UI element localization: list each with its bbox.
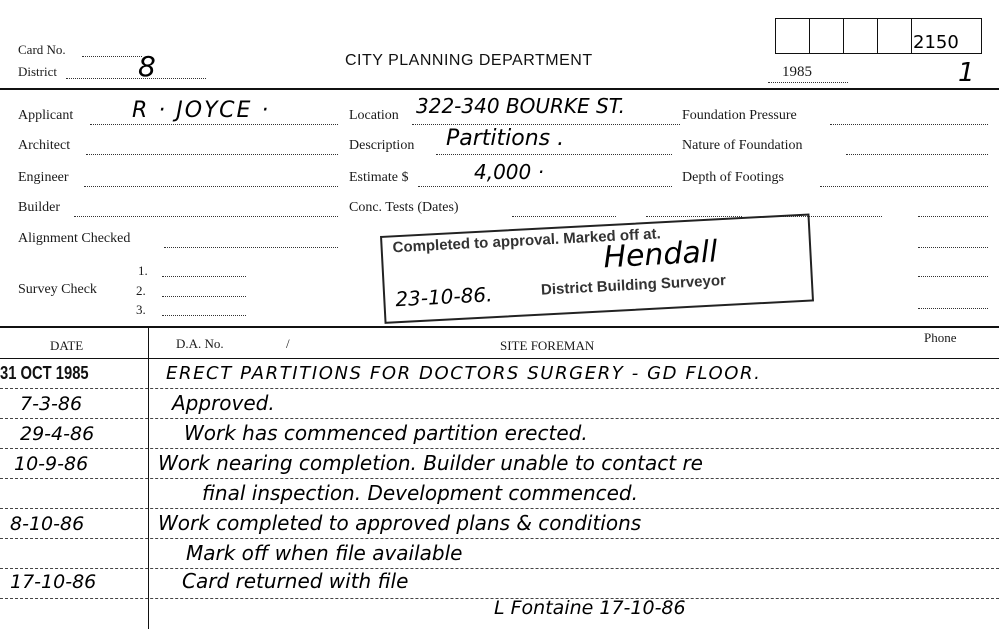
nature-line [846, 154, 988, 155]
conc-tests-label: Conc. Tests (Dates) [349, 200, 459, 215]
survey-3-line [162, 315, 246, 316]
row-3-text: Work nearing completion. Builder unable to contact re [158, 451, 703, 475]
architect-label: Architect [18, 138, 71, 153]
row-4-text: final inspection. Development commenced. [202, 481, 638, 505]
right-line-5 [918, 247, 988, 248]
box-divider [911, 18, 912, 54]
engineer-label: Engineer [18, 170, 69, 185]
box-divider [843, 18, 844, 54]
survey-1: 1. [138, 263, 148, 278]
survey-label: Survey Check [18, 282, 97, 297]
alignment-label: Alignment Checked [18, 231, 131, 246]
stamp-date: 23-10-86. [394, 282, 493, 312]
col-date: DATE [50, 338, 84, 353]
depth-footings-label: Depth of Footings [682, 170, 784, 185]
row-2-text: Work has commenced partition erected. [184, 421, 588, 445]
survey-1-line [162, 276, 246, 277]
survey-2: 2. [136, 283, 146, 298]
builder-line [74, 216, 338, 217]
district-label: District [18, 64, 57, 79]
right-line-6 [918, 276, 988, 277]
col-site-foreman: SITE FOREMAN [500, 338, 595, 353]
col-da: D.A. No. [176, 336, 224, 351]
foundation-pressure-label: Foundation Pressure [682, 108, 797, 123]
nature-foundation-label: Nature of Foundation [682, 138, 803, 153]
box-divider [809, 18, 810, 54]
estimate-value: 4,000 · [474, 160, 544, 184]
year-line [768, 82, 848, 83]
architect-line [86, 154, 338, 155]
row-5-date: 8-10-86 [10, 513, 85, 535]
col-da-slash: / [286, 336, 290, 351]
row-7-text: Card returned with file [182, 569, 409, 593]
stamp-line-2: District Building Surveyor [540, 271, 727, 299]
box-divider [877, 18, 878, 54]
table-rows [0, 359, 999, 629]
applicant-label: Applicant [18, 108, 74, 123]
survey-2-line [162, 296, 246, 297]
row-8-text: L Fontaine 17-10-86 [494, 597, 686, 619]
conc-line-4 [918, 216, 988, 217]
card-no-label: Card No. [18, 42, 66, 57]
applicant-value: R · JOYCE · [132, 98, 271, 123]
row-1-text: Approved. [172, 391, 275, 415]
year: 1985 [782, 64, 812, 80]
row-0-date: 31 OCT 1985 [0, 363, 89, 383]
row-3-date: 10-9-86 [14, 453, 89, 475]
top-divider [0, 88, 999, 90]
stamp-signature: Hendall [602, 234, 719, 276]
row-6-text: Mark off when file available [186, 541, 463, 565]
row-5-text: Work completed to approved plans & conditions [158, 511, 642, 535]
depth-line [820, 186, 988, 187]
table-top-divider [0, 326, 999, 328]
right-line-7 [918, 308, 988, 309]
row-7-date: 17-10-86 [10, 571, 97, 593]
estimate-label: Estimate $ [349, 170, 409, 185]
row-0-text: ERECT PARTITIONS FOR DOCTORS SURGERY - GD FLOOR. [166, 363, 762, 384]
sheet-number: 1 [958, 58, 975, 88]
district-line [66, 78, 206, 79]
conc-line [512, 216, 616, 217]
row-2-date: 29-4-86 [20, 423, 95, 445]
district-value: 8 [138, 50, 156, 83]
applicant-line [90, 124, 338, 125]
location-value: 322-340 BOURKE ST. [416, 94, 625, 118]
stamp-line-1: Completed to approval. Marked off at. [392, 225, 662, 257]
description-label: Description [349, 138, 415, 153]
description-line [436, 154, 672, 155]
page-title: CITY PLANNING DEPARTMENT [345, 52, 593, 69]
builder-label: Builder [18, 200, 60, 215]
foundation-pressure-line [830, 124, 988, 125]
location-line [412, 124, 680, 125]
location-label: Location [349, 108, 399, 123]
col-phone: Phone [924, 330, 957, 345]
card-no-line [82, 56, 142, 57]
estimate-line [418, 186, 672, 187]
description-value: Partitions . [446, 126, 565, 151]
alignment-line [164, 247, 338, 248]
engineer-line [84, 186, 338, 187]
row-1-date: 7-3-86 [20, 393, 83, 415]
card-number: 2150 [913, 32, 959, 53]
survey-3: 3. [136, 302, 146, 317]
approval-stamp [380, 213, 814, 323]
